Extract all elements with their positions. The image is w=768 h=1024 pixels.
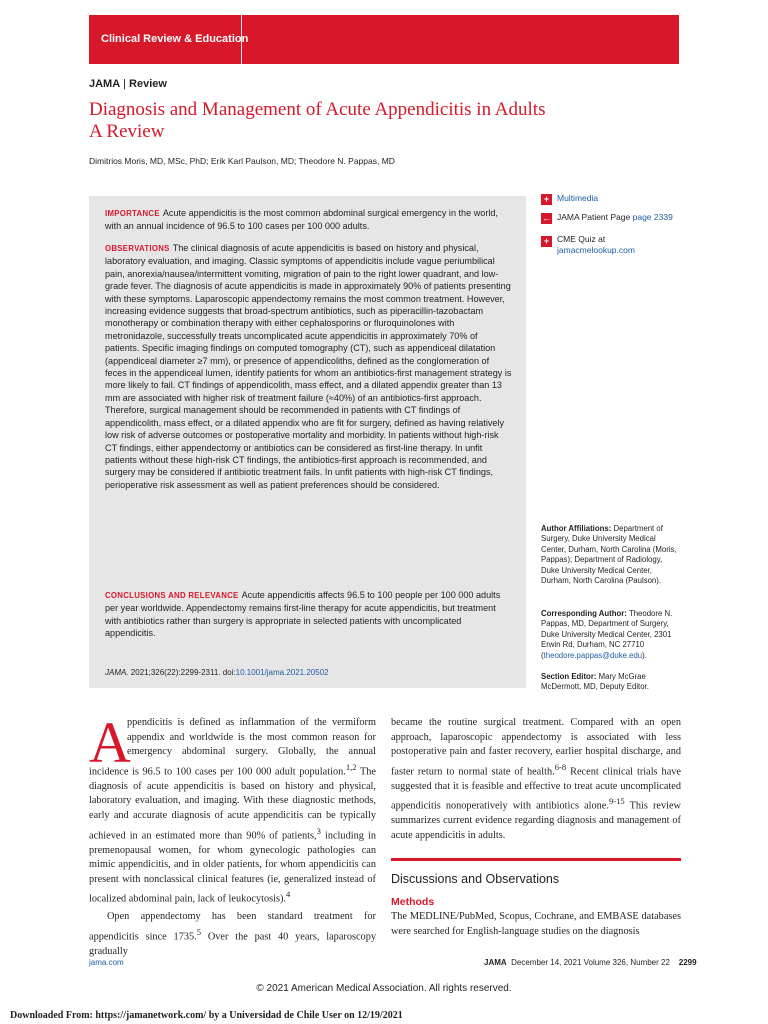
article-title: Diagnosis and Management of Acute Appendicitis in Adults [89, 99, 546, 120]
section-label: Clinical Review & Education [101, 33, 249, 45]
body-paragraph-3 [391, 716, 681, 844]
corresponding-heading: Corresponding Author: [541, 609, 627, 618]
page-number: 2299 [678, 958, 697, 967]
cme-url[interactable]: jamacmelookup.com [557, 245, 635, 255]
multimedia-link[interactable] [557, 193, 598, 204]
observations-heading: OBSERVATIONS [105, 244, 170, 253]
methods-paragraph: The MEDLINE/PubMed, Scopus, Cochrane, and EMBASE databases were searched for English-language studies on the diagnosis [391, 911, 681, 937]
citation [105, 668, 329, 677]
body-paragraph-2 [89, 910, 376, 959]
patient-page-link[interactable] [557, 212, 673, 223]
ref-sup: 9-15 [608, 796, 625, 807]
article-kicker [89, 78, 167, 90]
para3-b: Recent clinical trials have suggested that it is feasible and effective to treat acute uncomplicated appendicitis nonoperatively with antibiotics alone. [391, 766, 681, 812]
doi-link[interactable]: 10.1001/jama.2021.20502 [235, 668, 329, 677]
email-link[interactable]: theodore.pappas@duke.edu [543, 650, 643, 660]
footer-issue: December 14, 2021 Volume 326, Number 22 [511, 958, 670, 967]
multimedia-label: Multimedia [557, 193, 599, 203]
importance-text: Acute appendicitis is the most common abdominal surgical emergency in the world, with an annual incidence of 96.5 to 100 cases per 100 000 adults. [105, 208, 498, 232]
conclusions-heading: CONCLUSIONS AND RELEVANCE [105, 591, 239, 600]
ref-sup: 4 [286, 889, 291, 900]
citation-ref: 2021;326(22):2299-2311. doi: [130, 668, 236, 677]
section-heading: Discussions and Observations [391, 872, 560, 886]
para1-c: including in premenopausal women, for whom gynecologic pathologies can mimic appendicitis, and in older patients, for whom appendicitis can present with nonclassical clinical features (ie, generalized instead of localized abdominal pain, lack of leukocytosis). [89, 830, 376, 905]
affiliations-heading: Author Affiliations: [541, 524, 612, 533]
section-editor [541, 672, 681, 693]
corresponding-text: Theodore N. Pappas, MD, Department of Surgery, Duke University Medical Center, 2301 Erwin Rd, Durham, NC 27710 [541, 609, 673, 650]
kicker-separator: | [123, 78, 127, 90]
editor-heading: Section Editor: [541, 672, 597, 681]
abstract-importance [105, 207, 512, 233]
article-type: Review [129, 78, 167, 90]
para1-b: The diagnosis of acute appendicitis is based on history and physical, laboratory evaluation, and imaging. With these diagnostic methods, early and accurate diagnosis of acute appendicitis can be typically achieved in an estimated more than 90% of patients, [89, 766, 376, 841]
subsection-heading: Methods [391, 896, 435, 908]
conclusions-text: Acute appendicitis affects 96.5 to 100 people per 100 000 adults per year worldwide. Appendectomy remains first-line therapy for acute appendicitis, but treatment with antibiotics rather than surgery is appropriate in selected patients with uncomplicated appendicitis. [105, 590, 501, 639]
abstract-conclusions [105, 589, 512, 640]
ref-sup: 1,2 [345, 761, 357, 772]
footer-journal: JAMA [484, 958, 507, 967]
cme-quiz-link[interactable] [557, 234, 635, 256]
drop-cap: A [89, 710, 131, 775]
para3-c: This review summarizes current evidence regarding diagnosis and management of acute appendicitis in adults. [391, 800, 681, 841]
body-paragraph-1 [89, 710, 376, 907]
importance-heading: IMPORTANCE [105, 209, 160, 218]
author-list: Dimitrios Moris, MD, MSc, PhD; Erik Karl Paulson, MD; Theodore N. Pappas, MD [89, 156, 395, 166]
ref-sup: 5 [196, 926, 202, 937]
arrow-left-icon: ← [542, 213, 551, 223]
email-close-paren: ). [642, 650, 647, 660]
observations-text: The clinical diagnosis of acute appendicitis is based on history and physical, laboratory evaluation, and imaging. Classic symptoms of appendicitis include vague periumbilical pain, anorexia/nausea/intermittent vomiting, migration of pain to the right lower quadrant, and low-grade fever. The diagnosis of acute appendicitis is made in approximately 90% of patients presenting with these symptoms. Laparoscopic appendectomy remains the most common treatment. However, increasing evidence suggests that broad-spectrum antibiotics, such as piperacillin-tazobactam monotherapy or combination therapy with either cephalosporins or fluroquinolones with metronidazole, successfully treats uncomplicated acute appendicitis in approximately 70% of patients. Specific imaging findings on computed tomography (CT), such as appendiceal dilatation (appendiceal diameter ≥7 mm), or presence of appendicoliths, defined as the conglomeration of feces in the appendiceal lumen, identify patients for whom an antibiotics-first management strategy is more likely to fail. CT findings of appendicolith, mass effect, and a dilated appendix greater than 13 mm are associated with higher risk of treatment failure (≈40%) of an antibiotics-first approach. Therefore, surgical management should be recommended in patients with CT findings of appendicolith, mass effect, or a dilated appendix who are fit for surgery, defined as having relatively low risk of adverse outcomes or postoperative mortality and morbidity. In patients without high-risk CT findings, either appendectomy or antibiotics can be considered as first-line therapy. In unfit patients without these high-risk CT findings, the antibiotics-first approach is recommended, and surgery may be considered if antibiotic treatment fails. In unfit patients with high-risk CT findings, perioperative risk assessment as well as patient preferences should be considered. [105, 243, 512, 490]
editor-text: Mary McGrae McDermott, MD, Deputy Editor. [541, 672, 649, 692]
copyright-notice: © 2021 American Medical Association. All rights reserved. [256, 983, 512, 994]
cme-label: CME Quiz at [557, 234, 606, 244]
author-affiliations [541, 524, 681, 586]
corresponding-author [541, 609, 681, 661]
ref-sup: 6-8 [554, 761, 567, 772]
para2-a: Open appendectomy has been standard treatment for appendicitis since 1735. [89, 911, 376, 943]
download-notice: Downloaded From: https://jamanetwork.com/ by a Universidad de Chile User on 12/19/2021 [10, 1010, 403, 1021]
article-subtitle: A Review [89, 121, 165, 142]
section-divider [391, 858, 681, 861]
para3-a: became the routine surgical treatment. Compared with an open approach, laparoscopic appendectomy is associated with less postoperative pain and faster recovery, earlier hospital discharge, and faster return to normal state of health. [391, 717, 681, 778]
journal-name: JAMA [89, 78, 121, 90]
para2-b: Over the past 40 years, laparoscopy gradually [89, 931, 376, 957]
email-open-paren: ( [541, 650, 544, 660]
plus-icon: + [541, 194, 552, 205]
patient-page-label: JAMA Patient Page [557, 212, 631, 222]
affiliations-text: Department of Surgery, Duke University Medical Center, Durham, North Carolina (Moris, Pappas); Department of Radiology, Duke University Medical Center, Durham, North Carolina (Paulson). [541, 524, 677, 586]
footer-issue-info [484, 958, 697, 967]
ref-sup: 3 [316, 825, 321, 836]
para1-a: ppendicitis is defined as inflammation of the vermiform appendix and worldwide is the most common reason for emergency abdominal surgery. Globally, the annual incidence is 96.5 to 100 cases per 100 000 adult population. [89, 717, 376, 778]
patient-page-page[interactable]: page 2339 [632, 212, 673, 222]
abstract-observations [105, 242, 512, 491]
citation-journal: JAMA. [105, 668, 129, 677]
footer-site-link[interactable]: jama.com [89, 958, 124, 967]
plus-icon: + [541, 236, 552, 247]
dropcap-space [89, 716, 127, 754]
